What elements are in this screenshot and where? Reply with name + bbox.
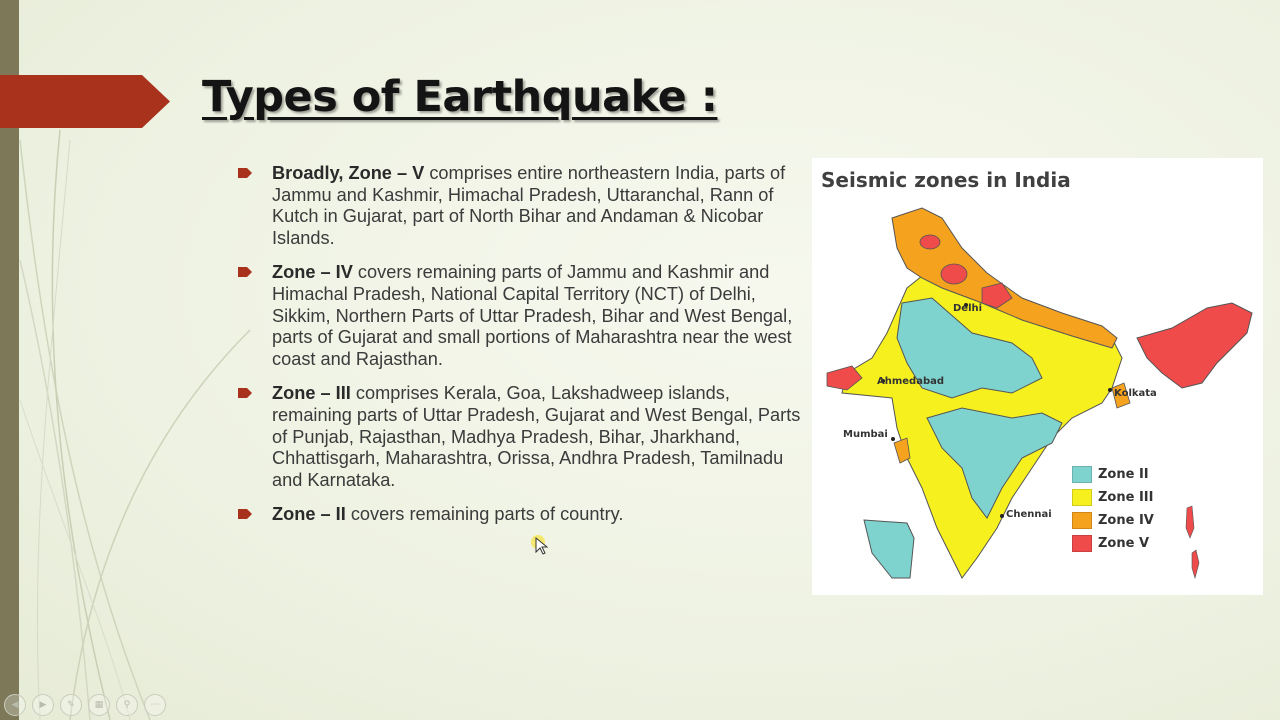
legend-swatch bbox=[1072, 466, 1092, 483]
more-icon[interactable]: ⋯ bbox=[144, 694, 166, 716]
legend-label: Zone IV bbox=[1098, 513, 1154, 528]
city-label-mumbai: Mumbai bbox=[843, 429, 888, 440]
slides-icon[interactable]: ▦ bbox=[88, 694, 110, 716]
bullet-text: comprises entire northeastern India, parts of Jammu and Kashmir, Himachal Pradesh, Uttaranchal, Rann of Kutch in Gujarat, part of North Bihar and Andaman & Nicobar Islands. bbox=[272, 163, 786, 248]
bullet-marker-fill bbox=[238, 168, 252, 178]
bullet-zone-iii bbox=[238, 383, 808, 491]
arrow-bullet-icon bbox=[238, 509, 252, 519]
mouse-cursor-icon bbox=[530, 534, 550, 556]
kolkata-dot bbox=[1108, 388, 1112, 392]
title-arrow-shape bbox=[0, 75, 170, 128]
arrow-fill bbox=[0, 75, 170, 128]
bullet-zone-ii bbox=[238, 504, 808, 526]
next-icon[interactable]: ▶ bbox=[32, 694, 54, 716]
legend-swatch bbox=[1072, 512, 1092, 529]
bullet-text: covers remaining parts of Jammu and Kashmir and Himachal Pradesh, National Capital Territory (NCT) of Delhi, Sikkim, Northern Parts of Uttar Pradesh, Bihar and West Bengal, parts of Gujarat and small portions of Maharashtra near the west coast and Rajasthan. bbox=[272, 262, 793, 369]
bullet-heading: Zone – II bbox=[272, 504, 346, 525]
bullet-marker-fill bbox=[238, 267, 252, 277]
zone-v-himachal bbox=[941, 264, 967, 284]
legend-item-zone-iv bbox=[1072, 509, 1154, 532]
bullet-heading: Zone – III bbox=[272, 383, 351, 404]
arrow-bullet-icon bbox=[238, 267, 252, 277]
seismic-map-image bbox=[812, 158, 1263, 595]
bullet-marker-fill bbox=[238, 388, 252, 398]
legend-swatch bbox=[1072, 535, 1092, 552]
nicobar-islands bbox=[1192, 550, 1199, 578]
legend-label: Zone V bbox=[1098, 536, 1150, 551]
bullet-list bbox=[238, 163, 808, 539]
presentation-toolbar bbox=[4, 694, 166, 716]
bullet-text: comprises Kerala, Goa, Lakshadweep islands, remaining parts of Uttar Pradesh, Gujarat and West Bengal, Parts of Punjab, Rajasthan, Madhya Pradesh, Bihar, Jharkhand, Chhattisgarh, Maharashtra, Orissa, Andhra Pradesh, Tamilnadu and Karnataka. bbox=[272, 383, 801, 490]
lakshadweep-region bbox=[864, 520, 914, 578]
bullet-heading: Zone – IV bbox=[272, 262, 353, 283]
mumbai-dot bbox=[891, 437, 895, 441]
zone-iv-west-coast bbox=[894, 438, 910, 463]
city-label-ahmedabad: Ahmedabad bbox=[877, 376, 945, 387]
map-legend bbox=[1072, 463, 1154, 555]
pen-icon[interactable]: ✎ bbox=[60, 694, 82, 716]
bullet-heading: Broadly, Zone – V bbox=[272, 163, 425, 183]
legend-item-zone-iii bbox=[1072, 486, 1154, 509]
legend-item-zone-ii bbox=[1072, 463, 1154, 486]
zone-v-kashmir bbox=[920, 235, 940, 249]
city-label-kolkata: Kolkata bbox=[1114, 388, 1157, 399]
map-title: Seismic zones in India bbox=[821, 168, 1071, 192]
zoom-icon[interactable]: ⚲ bbox=[116, 694, 138, 716]
bullet-marker-fill bbox=[238, 509, 252, 519]
legend-item-zone-v bbox=[1072, 532, 1154, 555]
zone-v-northeast bbox=[1137, 303, 1252, 388]
bullet-zone-v bbox=[238, 163, 808, 249]
andaman-islands bbox=[1186, 506, 1194, 538]
arrow-bullet-icon bbox=[238, 388, 252, 398]
bullet-text: covers remaining parts of country. bbox=[345, 504, 624, 525]
legend-label: Zone II bbox=[1098, 467, 1149, 482]
city-label-chennai: Chennai bbox=[1006, 509, 1052, 520]
legend-swatch bbox=[1072, 489, 1092, 506]
slide-title: Types of Earthquake : bbox=[202, 72, 718, 122]
legend-label: Zone III bbox=[1098, 490, 1154, 505]
bullet-zone-iv bbox=[238, 262, 808, 370]
arrow-bullet-icon bbox=[238, 168, 252, 178]
chennai-dot bbox=[1000, 514, 1004, 518]
city-label-delhi: Delhi bbox=[953, 303, 983, 314]
previous-icon[interactable]: ◀ bbox=[4, 694, 26, 716]
